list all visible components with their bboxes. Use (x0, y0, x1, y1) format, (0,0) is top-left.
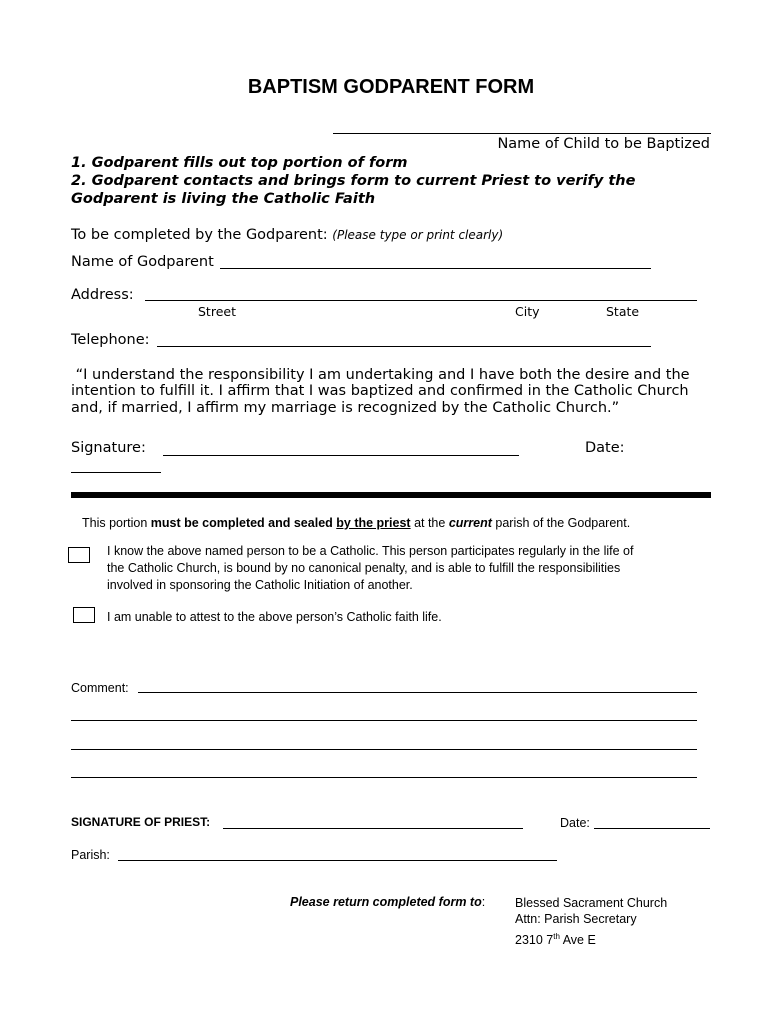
comment-line-3[interactable] (71, 749, 697, 750)
return-line-1: Blessed Sacrament Church (515, 896, 668, 910)
comment-line-1[interactable] (138, 692, 697, 693)
state-label: State (606, 304, 640, 319)
return-line-2: Attn: Parish Secretary (515, 912, 637, 926)
priest-date-field[interactable] (594, 828, 710, 829)
child-name-line[interactable] (333, 133, 711, 134)
attest-line-3: involved in sponsoring the Catholic Initiation of another. (107, 578, 413, 592)
return-line-3 (515, 928, 596, 949)
godparent-name-field[interactable] (220, 268, 651, 269)
parish-label: Parish: (71, 848, 110, 862)
comment-label: Comment: (71, 681, 129, 695)
attest-line-1: I know the above named person to be a Catholic. This person participates regularly in the life of (107, 544, 634, 558)
priest-intro-f: current (448, 516, 492, 530)
return-line-3-b: Ave E (559, 933, 596, 948)
statement-line-2: intention to fulfill it. I affirm that I was baptized and confirmed in the Catholic Church (71, 383, 689, 399)
unable-label: I am unable to attest to the above person’s Catholic faith life. (107, 610, 442, 624)
priest-intro-g: parish of the Godparent. (491, 516, 631, 530)
parish-field[interactable] (118, 860, 557, 861)
priest-intro (82, 516, 630, 530)
priest-signature-label: SIGNATURE OF PRIEST: (71, 815, 211, 829)
instruction-2-cont: Godparent is living the Catholic Faith (71, 191, 376, 207)
comment-line-2[interactable] (71, 720, 697, 721)
street-label: Street (198, 304, 236, 319)
godparent-intro (71, 227, 503, 243)
statement-line-3: and, if married, I affirm my marriage is recognized by the Catholic Church.” (71, 400, 620, 416)
priest-date-label: Date: (560, 816, 590, 830)
telephone-label: Telephone: (71, 332, 150, 348)
section-divider (71, 492, 711, 498)
instruction-2: 2. Godparent contacts and brings form to current Priest to verify the (71, 173, 636, 189)
attest-line-2: the Catholic Church, is bound by no canonical penalty, and is able to fulfill the responsibilities (107, 561, 621, 575)
telephone-field[interactable] (157, 346, 651, 347)
signature-label: Signature: (71, 440, 146, 456)
address-label: Address: (71, 287, 134, 303)
unable-checkbox[interactable] (73, 607, 95, 623)
city-label: City (515, 304, 540, 319)
child-name-label: Name of Child to be Baptized (497, 136, 710, 152)
form-title: BAPTISM GODPARENT FORM (247, 76, 535, 98)
priest-intro-a: This portion (82, 516, 151, 530)
return-label-text: Please return completed form to (290, 895, 482, 909)
godparent-name-label: Name of Godparent (71, 254, 214, 270)
return-label (290, 895, 485, 909)
signature-field[interactable] (163, 455, 519, 456)
priest-intro-d: by the priest (336, 516, 411, 530)
return-line-3-sup: th (553, 932, 560, 941)
comment-line-4[interactable] (71, 777, 697, 778)
instruction-1: 1. Godparent fills out top portion of form (71, 155, 408, 171)
priest-intro-e: at the (410, 516, 449, 530)
priest-intro-b: must be completed and sealed (150, 516, 333, 530)
return-line-3-a: 2310 7 (515, 933, 554, 948)
godparent-intro-note: (Please type or print clearly) (332, 228, 504, 242)
priest-signature-field[interactable] (223, 828, 523, 829)
statement-line-1: “I understand the responsibility I am undertaking and I have both the desire and the (71, 367, 690, 383)
godparent-intro-text: To be completed by the Godparent: (71, 227, 333, 243)
date-label: Date: (585, 440, 625, 456)
attest-checkbox[interactable] (68, 547, 90, 563)
address-field[interactable] (145, 300, 697, 301)
return-label-colon: : (481, 895, 486, 909)
date-field[interactable] (71, 472, 161, 473)
